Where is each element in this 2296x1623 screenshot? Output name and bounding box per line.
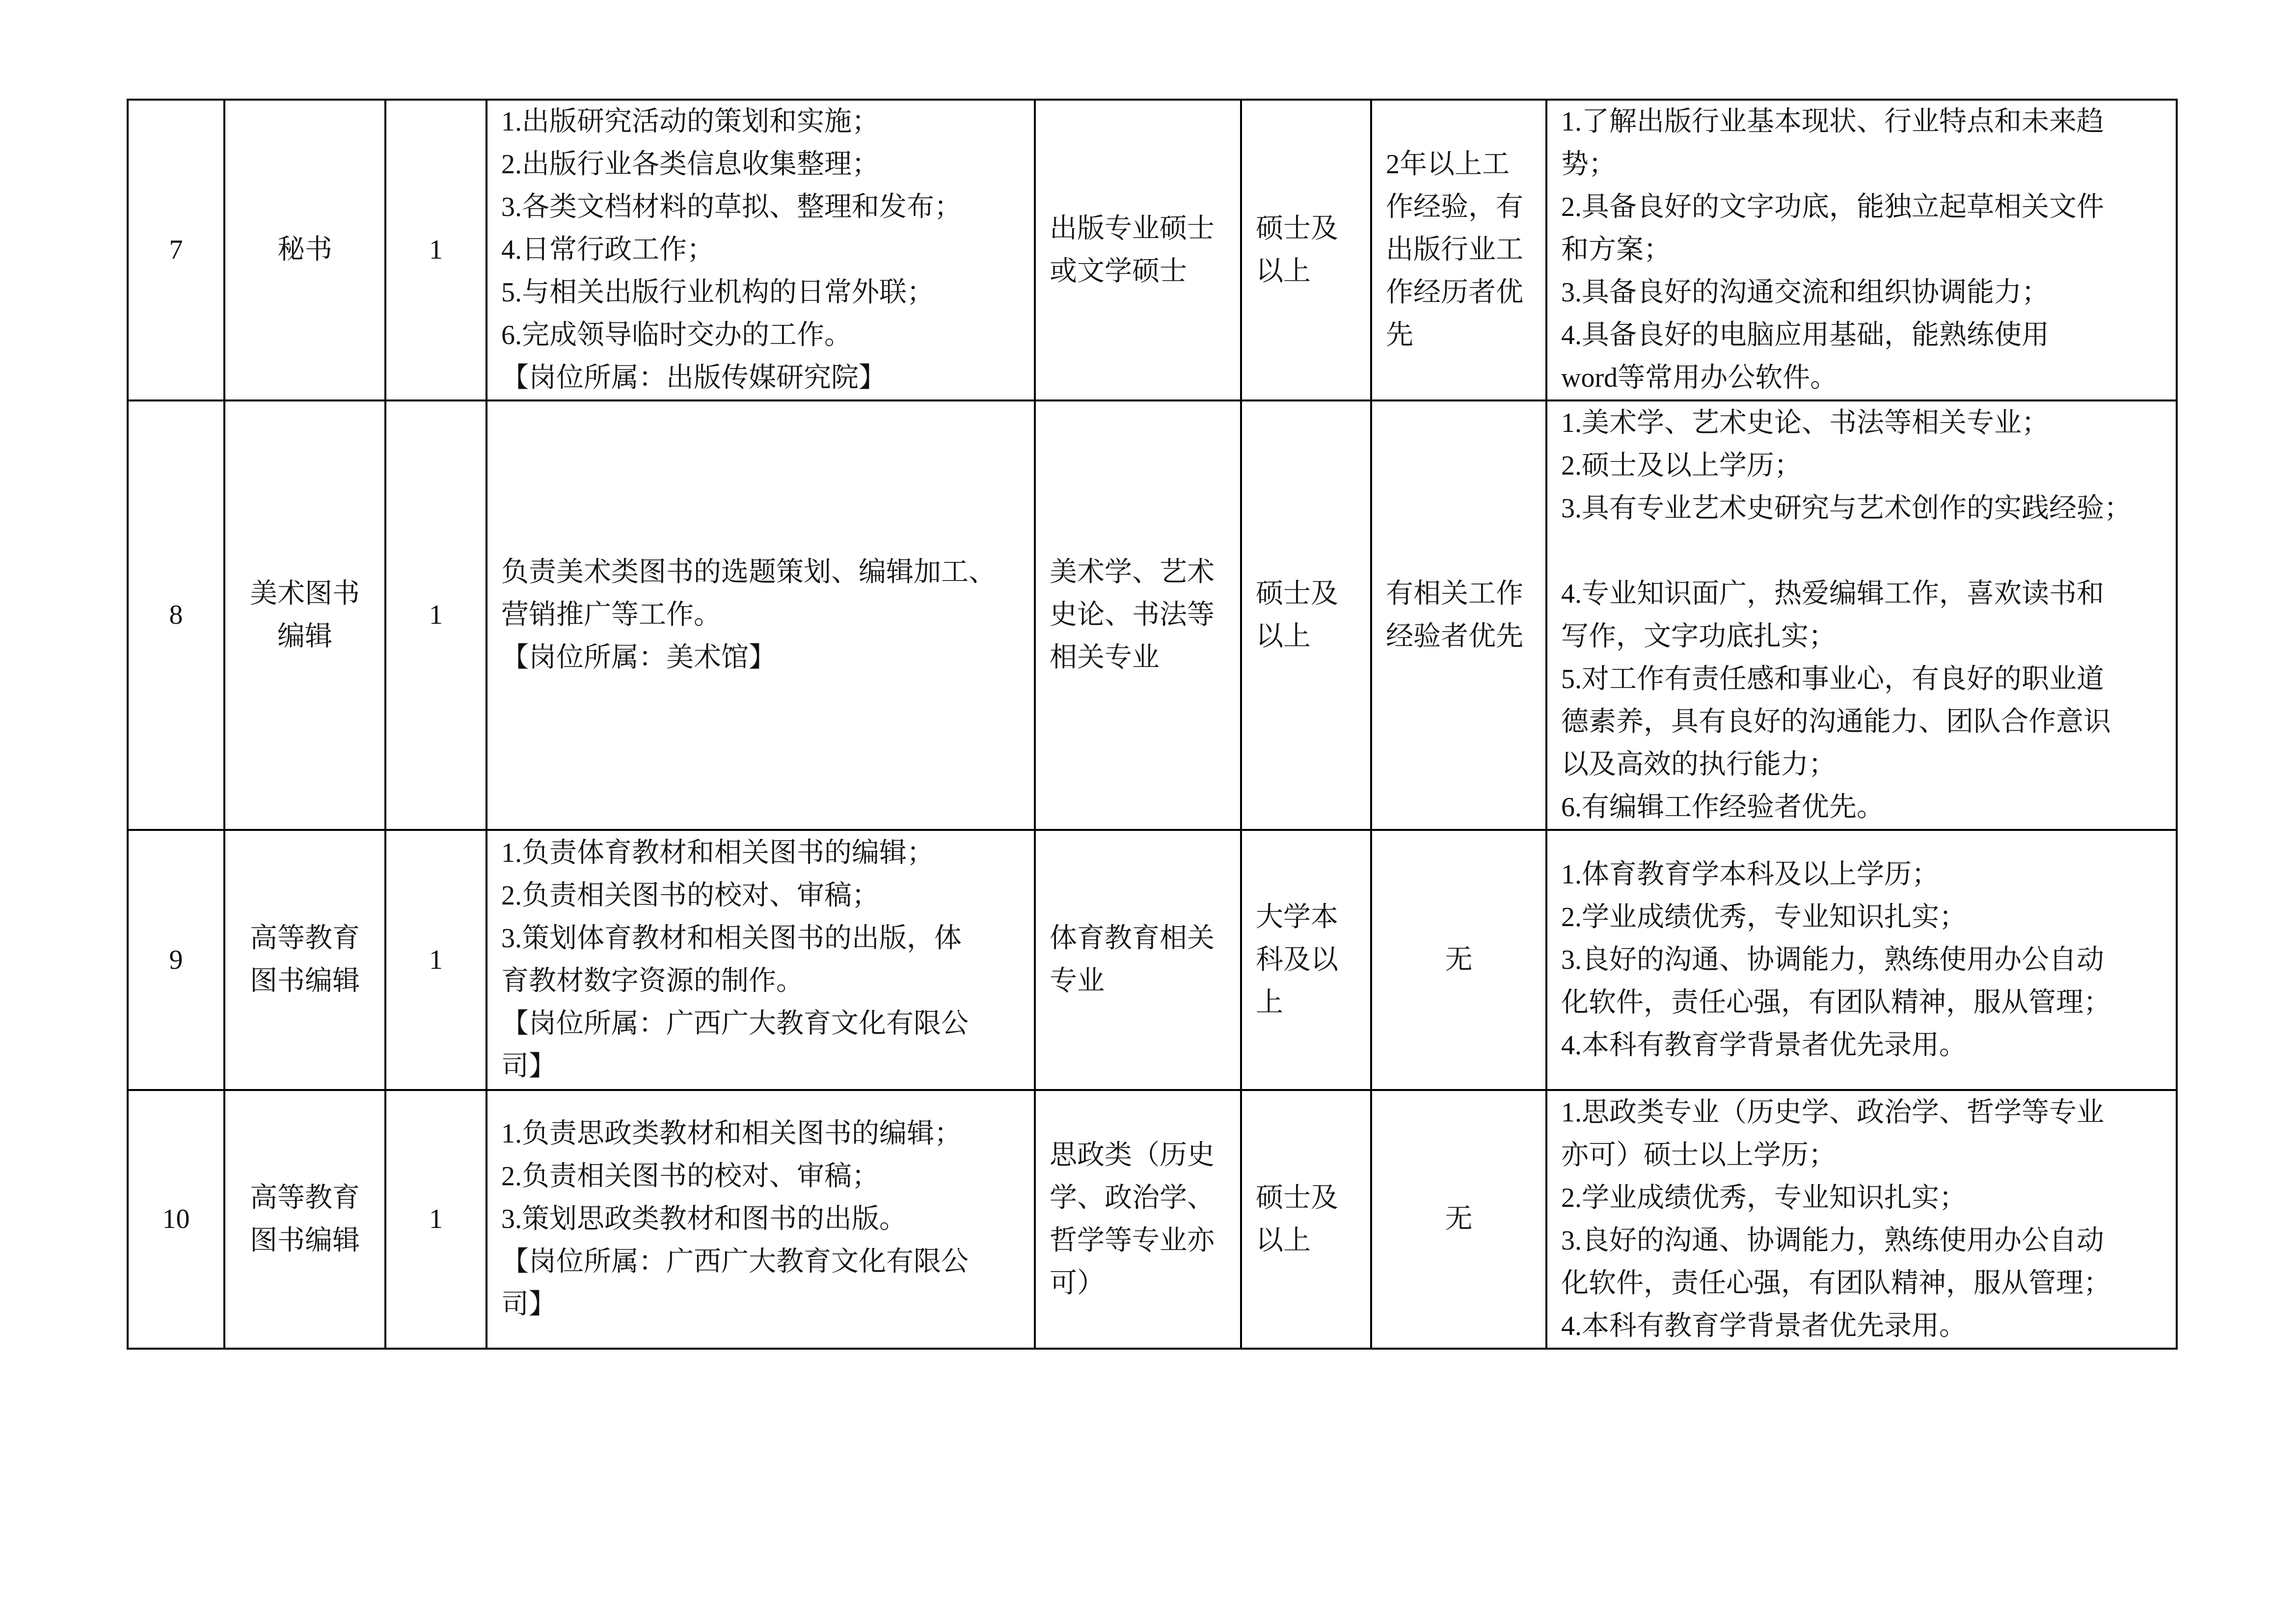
text-line: 4.日常行政工作； [501,235,714,265]
text-line: 2.具备良好的文字功底，能独立起草相关文件 [1561,192,2104,222]
text-line: 3.策划体育教材和相关图书的出版，体 [501,923,962,954]
text-line: 上 [1256,987,1283,1018]
cell-major [1035,100,1241,400]
table-row [128,1090,2177,1349]
cell-requirements-text [1561,1091,2162,1348]
text-line: 3.具有专业艺术史研究与艺术创作的实践经验； [1561,493,2132,524]
text-line: word等常用办公软件。 [1561,363,1838,393]
cell-major-text [1050,208,1226,293]
cell-education-text [1256,896,1356,1024]
text-line: 图书编辑 [250,966,360,996]
cell-duties-text [501,101,1020,399]
text-line: 可） [1050,1268,1105,1299]
text-line: 司】 [501,1051,556,1082]
text-line: 图书编辑 [250,1225,360,1256]
text-line: 4.本科有教育学背景者优先录用。 [1561,1030,1967,1061]
text-line: 【岗位所属：广西广大教育文化有限公 [501,1247,969,1277]
cell-number: 7 [128,100,224,400]
text-line: 5.对工作有责任感和事业心，有良好的职业道 [1561,664,2104,694]
text-line: 1.体育教育学本科及以上学历； [1561,859,1939,890]
cell-requirements [1546,1090,2177,1349]
cell-major-text [1050,551,1226,679]
text-line: 【岗位所属：广西广大教育文化有限公 [501,1009,969,1039]
cell-requirements [1546,400,2177,830]
text-line: 1.负责思政类教材和相关图书的编辑； [501,1118,962,1149]
text-line: 2.负责相关图书的校对、审稿； [501,1161,879,1192]
text-line: 势； [1561,149,1616,180]
cell-position-text [239,573,371,658]
text-line: 以及高效的执行能力； [1561,749,1836,780]
cell-position [224,100,385,400]
text-line: 【岗位所属：出版传媒研究院】 [501,363,886,393]
cell-duties [486,100,1035,400]
text-line: 4.本科有教育学背景者优先录用。 [1561,1310,1967,1341]
text-line: 硕士及 [1256,213,1338,244]
cell-experience [1371,1090,1546,1349]
text-line: 无 [1445,944,1473,975]
text-line: 3.策划思政类教材和图书的出版。 [501,1204,907,1234]
cell-position [224,1090,385,1349]
text-line: 无 [1445,1204,1473,1234]
cell-requirements-text [1561,101,2162,399]
cell-duties [486,830,1035,1090]
text-line: 学、政治学、 [1050,1182,1215,1213]
text-line: 1.负责体育教材和相关图书的编辑； [501,838,934,868]
text-line: 大学本 [1256,902,1338,932]
cell-education [1241,400,1371,830]
text-line: 1.出版研究活动的策划和实施； [501,106,879,137]
text-line: 体育教育相关 [1050,923,1215,954]
text-line: 作经历者优 [1386,277,1523,308]
cell-education [1241,830,1371,1090]
cell-education-text [1256,1177,1356,1262]
text-line: 3.各类文档材料的草拟、整理和发布； [501,192,962,222]
text-line: 先 [1386,320,1413,350]
text-line: 高等教育 [250,1182,360,1213]
text-line: 3.具备良好的沟通交流和组织协调能力； [1561,277,2049,308]
text-line: 史论、书法等 [1050,600,1215,630]
text-line: 科及以 [1256,944,1338,975]
text-line [1561,530,2162,573]
text-line: 和方案； [1561,235,1671,265]
table-body [128,100,2177,1349]
text-line: 1.了解出版行业基本现状、行业特点和未来趋 [1561,106,2104,137]
cell-major [1035,400,1241,830]
cell-education-text [1256,208,1356,293]
cell-position-text [239,917,371,1003]
text-line: 1.思政类专业（历史学、政治学、哲学等专业 [1561,1097,2104,1128]
cell-number: 9 [128,830,224,1090]
text-line: 写作，文字功底扎实； [1561,621,1836,652]
cell-requirements [1546,100,2177,400]
cell-experience [1371,400,1546,830]
text-line: 营销推广等工作。 [501,600,721,630]
cell-experience-text [1386,1198,1532,1241]
cell-number: 8 [128,400,224,830]
cell-requirements [1546,830,2177,1090]
text-line: 化软件，责任心强，有团队精神，服从管理； [1561,1268,2111,1299]
text-line: 思政类（历史 [1050,1140,1215,1171]
cell-position-text [239,1177,371,1262]
cell-position [224,400,385,830]
text-line: 高等教育 [250,923,360,954]
cell-headcount: 1 [385,100,486,400]
text-line: 秘书 [277,235,332,265]
text-line: 专业 [1050,966,1105,996]
text-line: 哲学等专业亦 [1050,1225,1215,1256]
text-line: 或文学硕士 [1050,256,1187,287]
cell-requirements-text [1561,402,2162,829]
text-line: 作经验，有 [1386,192,1523,222]
text-line: 美术图书 [250,578,360,609]
text-line: 以上 [1256,256,1311,287]
text-line: 化软件，责任心强，有团队精神，服从管理； [1561,987,2111,1018]
text-line: 有相关工作 [1386,578,1523,609]
recruitment-table [127,99,2178,1350]
text-line: 1.美术学、艺术史论、书法等相关专业； [1561,407,2049,438]
text-line: 以上 [1256,621,1311,652]
cell-major [1035,830,1241,1090]
cell-headcount: 1 [385,830,486,1090]
cell-duties [486,1090,1035,1349]
text-line: 6.完成领导临时交办的工作。 [501,320,852,350]
cell-experience-text [1386,573,1532,658]
cell-experience [1371,830,1546,1090]
text-line: 编辑 [277,621,332,652]
cell-position-text [239,229,371,271]
cell-duties-text [501,1113,1020,1326]
text-line: 2.出版行业各类信息收集整理； [501,149,879,180]
text-line: 硕士及 [1256,578,1338,609]
text-line: 负责美术类图书的选题策划、编辑加工、 [501,557,996,587]
cell-duties [486,400,1035,830]
text-line: 司】 [501,1289,556,1320]
cell-number: 10 [128,1090,224,1349]
text-line: 2.学业成绩优秀，专业知识扎实； [1561,902,1967,932]
cell-education [1241,1090,1371,1349]
cell-major-text [1050,917,1226,1003]
text-line: 2.硕士及以上学历； [1561,450,1802,481]
text-line: 出版专业硕士 [1050,213,1215,244]
cell-education [1241,100,1371,400]
text-line: 相关专业 [1050,642,1160,673]
cell-position [224,830,385,1090]
cell-headcount: 1 [385,1090,486,1349]
text-line: 2.负责相关图书的校对、审稿； [501,880,879,911]
text-line: 2.学业成绩优秀，专业知识扎实； [1561,1182,1967,1213]
text-line: 德素养，具有良好的沟通能力、团队合作意识 [1561,706,2111,737]
text-line: 以上 [1256,1225,1311,1256]
cell-experience-text [1386,939,1532,982]
cell-major [1035,1090,1241,1349]
text-line: 育教材数字资源的制作。 [501,966,804,996]
table-row [128,100,2177,400]
text-line: 6.有编辑工作经验者优先。 [1561,792,1884,823]
text-line: 亦可）硕士以上学历； [1561,1140,1836,1171]
table-row [128,830,2177,1090]
text-line: 3.良好的沟通、协调能力，熟练使用办公自动 [1561,1225,2104,1256]
cell-education-text [1256,573,1356,658]
text-line: 5.与相关出版行业机构的日常外联； [501,277,934,308]
cell-major-text [1050,1134,1226,1305]
text-line: 【岗位所属：美术馆】 [501,642,776,673]
text-line: 4.具备良好的电脑应用基础，能熟练使用 [1561,320,2049,350]
text-line: 4.专业知识面广，热爱编辑工作，喜欢读书和 [1561,578,2104,609]
text-line: 美术学、艺术 [1050,557,1215,587]
cell-experience [1371,100,1546,400]
text-line: 2年以上工 [1386,149,1510,180]
cell-experience-text [1386,143,1532,357]
cell-duties-text [501,832,1020,1088]
text-line: 3.良好的沟通、协调能力，熟练使用办公自动 [1561,944,2104,975]
text-line: 出版行业工 [1386,235,1523,265]
table-row [128,400,2177,830]
cell-requirements-text [1561,853,2162,1067]
text-line: 经验者优先 [1386,621,1523,652]
cell-headcount: 1 [385,400,486,830]
cell-duties-text [501,551,1020,679]
text-line: 硕士及 [1256,1182,1338,1213]
